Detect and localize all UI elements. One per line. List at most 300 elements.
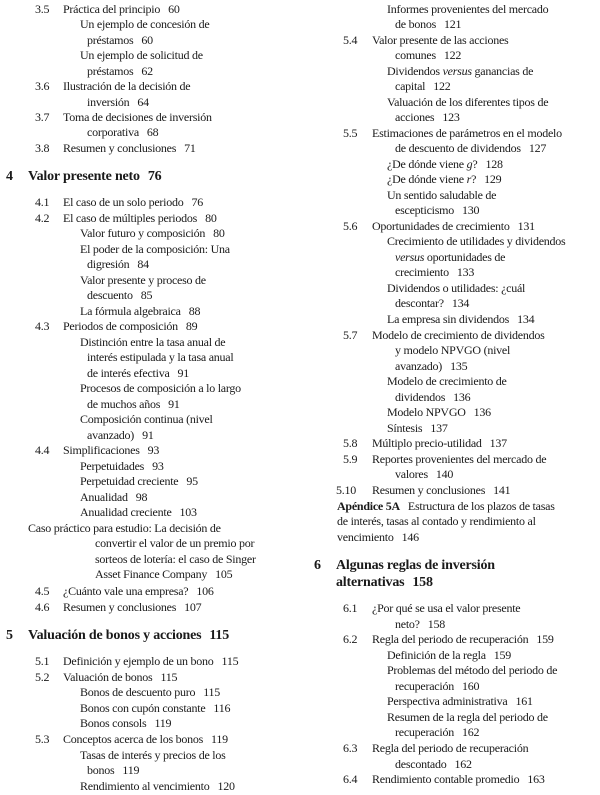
toc-entry-line bbox=[0, 397, 300, 413]
section-number: 5.3 bbox=[35, 732, 50, 746]
toc-entry-line bbox=[300, 188, 600, 204]
page-number: 64 bbox=[137, 95, 149, 109]
entry-text: Estimaciones de parámetros en el modelo bbox=[372, 126, 562, 140]
entry-text: y modelo NPVGO (nivel bbox=[395, 343, 511, 357]
toc-entry-line bbox=[0, 64, 300, 80]
page-number: 162 bbox=[461, 725, 480, 739]
page-number: 71 bbox=[184, 141, 196, 155]
section-entry bbox=[300, 772, 600, 788]
section-entry bbox=[0, 2, 300, 18]
entry-text: Perpetuidades bbox=[80, 459, 145, 473]
toc-entry-line bbox=[300, 172, 600, 188]
section-entry bbox=[0, 79, 300, 95]
page-number: 159 bbox=[493, 648, 512, 662]
entry-text: Algunas reglas de inversión bbox=[336, 558, 495, 573]
entry-italic-text: r bbox=[466, 172, 472, 186]
page-number: 119 bbox=[211, 732, 228, 746]
toc-entry-line bbox=[300, 359, 600, 375]
entry-text: préstamos bbox=[87, 64, 134, 78]
entry-text: interés estipulada y la tasa anual bbox=[87, 350, 234, 364]
toc-entry-line bbox=[300, 95, 600, 111]
entry-text: ¿Cuánto vale una empresa? bbox=[63, 584, 189, 598]
section-number: 6.2 bbox=[343, 632, 358, 646]
page-number: 115 bbox=[221, 654, 239, 668]
page-number: 163 bbox=[527, 772, 545, 786]
entry-text: Anualidad bbox=[80, 490, 128, 504]
page-number: 91 bbox=[168, 397, 180, 411]
toc-entry-line bbox=[300, 757, 600, 773]
entry-title bbox=[63, 2, 180, 17]
page-number: 115 bbox=[160, 670, 178, 684]
page-number: 161 bbox=[515, 694, 533, 708]
entry-text: El poder de la composición: Una bbox=[80, 242, 230, 256]
toc-entry-line bbox=[300, 514, 600, 530]
entry-title bbox=[395, 110, 460, 125]
appendix-title: Estructura de los plazos de tasas bbox=[407, 499, 555, 513]
section-number: 4.5 bbox=[35, 584, 50, 598]
entry-text: comunes bbox=[395, 48, 436, 62]
entry-text: Valuación de bonos bbox=[63, 670, 153, 684]
entry-title bbox=[387, 2, 548, 17]
entry-title bbox=[372, 328, 545, 343]
entry-text: Crecimiento de utilidades y dividendos bbox=[387, 234, 566, 248]
chapter-heading bbox=[0, 627, 300, 643]
entry-title bbox=[87, 763, 139, 778]
toc-entry-line bbox=[300, 374, 600, 390]
entry-text: Valor presente de las acciones bbox=[372, 33, 509, 47]
page-number: 103 bbox=[179, 505, 197, 519]
section-entry bbox=[300, 741, 600, 757]
entry-text: Oportunidades de crecimiento bbox=[372, 219, 510, 233]
toc-entry-line bbox=[0, 17, 300, 33]
toc-entry-line bbox=[0, 685, 300, 701]
entry-title bbox=[80, 490, 147, 505]
page-number: 80 bbox=[205, 211, 217, 225]
entry-text: Modelo NPVGO bbox=[387, 405, 466, 419]
entry-text: valores bbox=[395, 467, 428, 481]
entry-title bbox=[63, 600, 201, 615]
entry-italic-text: g bbox=[466, 157, 473, 171]
entry-text: Anualidad creciente bbox=[80, 505, 172, 519]
entry-text: Múltiplo precio-utilidad bbox=[372, 436, 482, 450]
section-number: 5.1 bbox=[35, 654, 50, 668]
chapter-number: 6 bbox=[314, 558, 321, 573]
toc-entry-line bbox=[0, 125, 300, 141]
section-entry bbox=[0, 732, 300, 748]
entry-text: Dividendos o utilidades: ¿cuál bbox=[387, 281, 526, 295]
section-number: 5.9 bbox=[343, 452, 358, 466]
entry-title bbox=[372, 483, 510, 498]
toc-entry-line bbox=[0, 459, 300, 475]
section-number: 4.1 bbox=[35, 195, 50, 209]
appendix-label: Apéndice 5A bbox=[337, 499, 400, 513]
entry-title bbox=[63, 319, 197, 334]
entry-italic-text: versus bbox=[442, 64, 472, 78]
entry-text: dividendos bbox=[395, 390, 446, 404]
section-number: 6.3 bbox=[343, 741, 358, 755]
chapter-heading bbox=[300, 574, 600, 590]
entry-text: Toma de decisiones de inversión bbox=[63, 110, 212, 124]
entry-text: Bonos de descuento puro bbox=[80, 685, 196, 699]
entry-text: Rendimiento al vencimiento bbox=[80, 779, 210, 793]
entry-title bbox=[95, 536, 254, 551]
entry-text: La fórmula algebraica bbox=[80, 304, 181, 318]
page-number: 128 bbox=[485, 157, 503, 171]
entry-text: Un ejemplo de solicitud de bbox=[80, 48, 203, 62]
entry-title bbox=[395, 725, 479, 740]
toc-entry-line bbox=[0, 763, 300, 779]
entry-title bbox=[395, 390, 470, 405]
toc-entry-line bbox=[0, 701, 300, 717]
page-number: 146 bbox=[401, 530, 419, 544]
entry-text: Reportes provenientes del mercado de bbox=[372, 452, 547, 466]
page-number: 115 bbox=[209, 628, 230, 643]
entry-text: Conceptos acerca de los bonos bbox=[63, 732, 204, 746]
toc-entry-line bbox=[0, 226, 300, 242]
chapter-number: 5 bbox=[6, 628, 13, 643]
section-number: 6.4 bbox=[343, 772, 358, 786]
toc-entry-line bbox=[0, 716, 300, 732]
entry-title bbox=[387, 374, 507, 389]
entry-text: Informes provenientes del mercado bbox=[387, 2, 549, 16]
entry-title bbox=[372, 741, 528, 756]
page-number: 140 bbox=[435, 467, 454, 481]
page-number: 134 bbox=[517, 312, 535, 326]
toc-entry-line bbox=[300, 725, 600, 741]
entry-title bbox=[337, 514, 536, 529]
entry-text: Resumen de la regla del periodo de bbox=[387, 710, 548, 724]
page-number: 129 bbox=[484, 172, 502, 186]
entry-text: digresión bbox=[87, 257, 130, 271]
page-number: 95 bbox=[186, 474, 198, 488]
section-entry bbox=[300, 126, 600, 142]
page-number: 84 bbox=[137, 257, 149, 271]
toc-left-column bbox=[0, 0, 300, 794]
entry-text: Caso práctico para estudio: La decisión de bbox=[28, 521, 221, 535]
page-number: 158 bbox=[427, 617, 445, 631]
entry-text: Bonos con cupón constante bbox=[80, 701, 206, 715]
toc-entry-line bbox=[300, 234, 600, 250]
entry-text: ¿Por qué se usa el valor presente bbox=[372, 601, 521, 615]
entry-text: neto? bbox=[395, 617, 420, 631]
section-number: 4.6 bbox=[35, 600, 50, 614]
toc-entry-line bbox=[300, 648, 600, 664]
toc-entry-line bbox=[0, 567, 300, 583]
toc-right-column bbox=[300, 0, 600, 794]
section-entry bbox=[0, 670, 300, 686]
toc-entry-line bbox=[300, 343, 600, 359]
toc-entry-line bbox=[0, 33, 300, 49]
entry-text: de descuento de dividendos bbox=[395, 141, 521, 155]
entry-title bbox=[337, 499, 555, 514]
toc-entry-line bbox=[300, 312, 600, 328]
entry-text: recuperación bbox=[395, 679, 454, 693]
entry-title bbox=[395, 343, 510, 358]
entry-title bbox=[80, 701, 230, 716]
entry-text: Práctica del principio bbox=[63, 2, 161, 16]
entry-text: Regla del periodo de recuperación bbox=[372, 741, 529, 755]
entry-title bbox=[395, 79, 450, 94]
entry-title bbox=[80, 748, 226, 763]
entry-title bbox=[28, 521, 221, 536]
entry-title bbox=[395, 617, 445, 632]
page-number: 137 bbox=[489, 436, 507, 450]
entry-title bbox=[80, 459, 164, 474]
entry-text: Resumen y conclusiones bbox=[63, 600, 177, 614]
section-number: 5.4 bbox=[343, 33, 358, 47]
toc-entry-line bbox=[300, 530, 600, 546]
section-entry bbox=[300, 219, 600, 235]
page-number: 80 bbox=[213, 226, 225, 240]
entry-title bbox=[372, 452, 546, 467]
entry-text: Definición y ejemplo de un bono bbox=[63, 654, 214, 668]
section-entry bbox=[0, 584, 300, 600]
entry-title bbox=[80, 273, 206, 288]
toc-entry-line bbox=[0, 552, 300, 568]
toc-entry-line bbox=[0, 257, 300, 273]
entry-text: escepticismo bbox=[395, 203, 454, 217]
toc-entry-line bbox=[0, 428, 300, 444]
entry-title bbox=[372, 219, 535, 234]
entry-title bbox=[87, 95, 149, 110]
page-number: 98 bbox=[135, 490, 148, 504]
entry-title bbox=[87, 257, 149, 272]
toc-entry-line bbox=[300, 265, 600, 281]
entry-title bbox=[95, 552, 256, 567]
entry-title bbox=[372, 632, 554, 647]
page-number: 76 bbox=[147, 169, 162, 184]
toc-entry-line bbox=[0, 779, 300, 795]
entry-text: Síntesis bbox=[387, 421, 423, 435]
entry-title bbox=[80, 685, 220, 700]
entry-title bbox=[387, 64, 533, 79]
page-number: 135 bbox=[450, 359, 468, 373]
toc-entry-line bbox=[0, 748, 300, 764]
entry-title bbox=[387, 157, 503, 172]
page-number: 91 bbox=[177, 366, 190, 380]
section-number: 5.6 bbox=[343, 219, 358, 233]
toc-entry-line bbox=[300, 499, 600, 515]
entry-text: descuento bbox=[87, 288, 133, 302]
entry-title bbox=[87, 350, 233, 365]
section-number: 5.2 bbox=[35, 670, 50, 684]
page-number: 105 bbox=[215, 567, 233, 581]
section-number: 5.7 bbox=[343, 328, 358, 342]
entry-text: El caso de un solo periodo bbox=[63, 195, 184, 209]
section-number: 3.7 bbox=[35, 110, 50, 124]
toc-entry-line bbox=[300, 79, 600, 95]
chapter-heading bbox=[300, 557, 600, 573]
entry-title bbox=[387, 405, 491, 420]
toc-entry-line bbox=[0, 288, 300, 304]
entry-text: Un ejemplo de concesión de bbox=[80, 17, 210, 31]
entry-title bbox=[80, 412, 213, 427]
entry-title bbox=[80, 716, 171, 731]
section-entry bbox=[0, 195, 300, 211]
toc-entry-line bbox=[300, 694, 600, 710]
entry-text: de muchos años bbox=[87, 397, 161, 411]
toc-entry-line bbox=[0, 242, 300, 258]
entry-text: Resumen y conclusiones bbox=[63, 141, 177, 155]
toc-entry-line bbox=[300, 17, 600, 33]
section-number: 3.5 bbox=[35, 2, 50, 16]
page-number: 116 bbox=[213, 701, 231, 715]
entry-title bbox=[87, 428, 154, 443]
chapter-number: 4 bbox=[6, 169, 13, 184]
entry-text: Perspectiva administrativa bbox=[387, 694, 508, 708]
entry-text: ¿De dónde viene bbox=[387, 172, 467, 186]
page-number: 141 bbox=[493, 483, 511, 497]
entry-title bbox=[395, 467, 453, 482]
entry-text: inversión bbox=[87, 95, 130, 109]
entry-text: La empresa sin dividendos bbox=[387, 312, 510, 326]
entry-text: descontado bbox=[395, 757, 447, 771]
toc-entry-line bbox=[300, 405, 600, 421]
entry-title bbox=[395, 48, 461, 63]
chapter-heading bbox=[0, 168, 300, 184]
entry-text: crecimiento bbox=[395, 265, 449, 279]
toc-entry-line bbox=[0, 335, 300, 351]
toc-entry-line bbox=[300, 390, 600, 406]
page-number: 88 bbox=[188, 304, 201, 318]
entry-text: Valor futuro y composición bbox=[80, 226, 206, 240]
page-number: 91 bbox=[142, 428, 154, 442]
entry-text: de interés efectiva bbox=[87, 366, 170, 380]
entry-text: ? bbox=[471, 172, 477, 186]
entry-title bbox=[372, 436, 507, 451]
entry-title bbox=[63, 110, 212, 125]
entry-text: convertir el valor de un premio por bbox=[95, 536, 255, 550]
entry-title bbox=[387, 663, 557, 678]
section-number: 5.8 bbox=[343, 436, 358, 450]
toc-entry-line bbox=[300, 203, 600, 219]
page-number: 85 bbox=[140, 288, 153, 302]
section-number: 6.1 bbox=[343, 601, 358, 615]
page-number: 158 bbox=[412, 575, 433, 590]
entry-title bbox=[336, 574, 433, 591]
section-number: 4.3 bbox=[35, 319, 50, 333]
page-number: 93 bbox=[152, 459, 164, 473]
section-entry bbox=[300, 483, 600, 499]
toc-entry-line bbox=[0, 412, 300, 428]
page-number: 137 bbox=[430, 421, 448, 435]
entry-title bbox=[387, 281, 525, 296]
page-number: 89 bbox=[185, 319, 198, 333]
entry-title bbox=[387, 312, 534, 327]
page-number: 106 bbox=[196, 584, 214, 598]
section-entry bbox=[0, 319, 300, 335]
page-number: 68 bbox=[146, 125, 159, 139]
page-number: 93 bbox=[147, 443, 160, 457]
toc-entry-line bbox=[300, 2, 600, 18]
section-number: 3.8 bbox=[35, 141, 50, 155]
entry-text: oportunidades de bbox=[424, 250, 506, 264]
entry-text: Procesos de composición a lo largo bbox=[80, 381, 241, 395]
toc-entry-line bbox=[300, 250, 600, 266]
entry-text: de interés, tasas al contado y rendimiento al bbox=[337, 514, 536, 528]
toc-entry-line bbox=[300, 679, 600, 695]
page-number: 62 bbox=[141, 64, 153, 78]
entry-text: ganancias de bbox=[471, 64, 534, 78]
entry-text: Tasas de interés y precios de los bbox=[80, 748, 226, 762]
section-entry bbox=[300, 328, 600, 344]
entry-title bbox=[387, 172, 501, 187]
entry-title bbox=[63, 584, 214, 599]
entry-title bbox=[87, 64, 153, 79]
entry-title bbox=[80, 17, 209, 32]
entry-title bbox=[63, 211, 217, 226]
page-number: 121 bbox=[444, 17, 462, 31]
section-entry bbox=[300, 436, 600, 452]
entry-text: Modelo de crecimiento de bbox=[387, 374, 507, 388]
entry-text: sorteos de lotería: el caso de Singer bbox=[95, 552, 256, 566]
entry-text: avanzado) bbox=[87, 428, 135, 442]
entry-text: Modelo de crecimiento de dividendos bbox=[372, 328, 545, 342]
toc-entry-line bbox=[300, 281, 600, 297]
entry-title bbox=[63, 195, 203, 210]
toc-entry-line bbox=[300, 421, 600, 437]
entry-text: Valor presente neto bbox=[28, 169, 140, 184]
entry-title bbox=[63, 79, 190, 94]
entry-text: Simplificaciones bbox=[63, 443, 140, 457]
page-number: 60 bbox=[168, 2, 180, 16]
entry-title bbox=[387, 234, 565, 249]
page-number: 136 bbox=[473, 405, 491, 419]
section-number: 3.6 bbox=[35, 79, 50, 93]
entry-text: corporativa bbox=[87, 125, 139, 139]
toc-entry-line bbox=[300, 467, 600, 483]
entry-title bbox=[395, 296, 469, 311]
entry-text: acciones bbox=[395, 110, 435, 124]
page-number: 162 bbox=[454, 757, 472, 771]
entry-text: bonos bbox=[87, 763, 115, 777]
entry-title bbox=[395, 265, 474, 280]
section-entry bbox=[0, 110, 300, 126]
entry-title bbox=[28, 627, 229, 644]
entry-text: Bonos consols bbox=[80, 716, 147, 730]
entry-title bbox=[63, 141, 196, 156]
entry-text: Ilustración de la decisión de bbox=[63, 79, 191, 93]
entry-title bbox=[395, 203, 479, 218]
entry-title bbox=[387, 648, 511, 663]
entry-title bbox=[387, 188, 496, 203]
entry-italic-text: versus bbox=[395, 250, 425, 264]
toc-entry-line bbox=[300, 710, 600, 726]
section-entry bbox=[0, 443, 300, 459]
entry-text: Resumen y conclusiones bbox=[372, 483, 486, 497]
entry-text: Asset Finance Company bbox=[95, 567, 208, 581]
page-number: 119 bbox=[122, 763, 140, 777]
section-number: 4.2 bbox=[35, 211, 50, 225]
toc-entry-line bbox=[300, 110, 600, 126]
toc-entry-line bbox=[0, 95, 300, 111]
toc-entry-line bbox=[0, 366, 300, 382]
entry-text: Periodos de composición bbox=[63, 319, 178, 333]
toc-entry-line bbox=[0, 505, 300, 521]
entry-title bbox=[80, 48, 203, 63]
entry-text: Valuación de bonos y acciones bbox=[28, 628, 202, 643]
page-number: 127 bbox=[528, 141, 547, 155]
toc-entry-line bbox=[300, 617, 600, 633]
entry-text: Distinción entre la tasa anual de bbox=[80, 335, 226, 349]
toc-entry-line bbox=[0, 273, 300, 289]
toc-entry-line bbox=[300, 141, 600, 157]
entry-title bbox=[63, 670, 177, 685]
entry-title bbox=[80, 304, 200, 319]
section-entry bbox=[300, 632, 600, 648]
entry-text: Regla del periodo de recuperación bbox=[372, 632, 529, 646]
toc-entry-line bbox=[0, 474, 300, 490]
